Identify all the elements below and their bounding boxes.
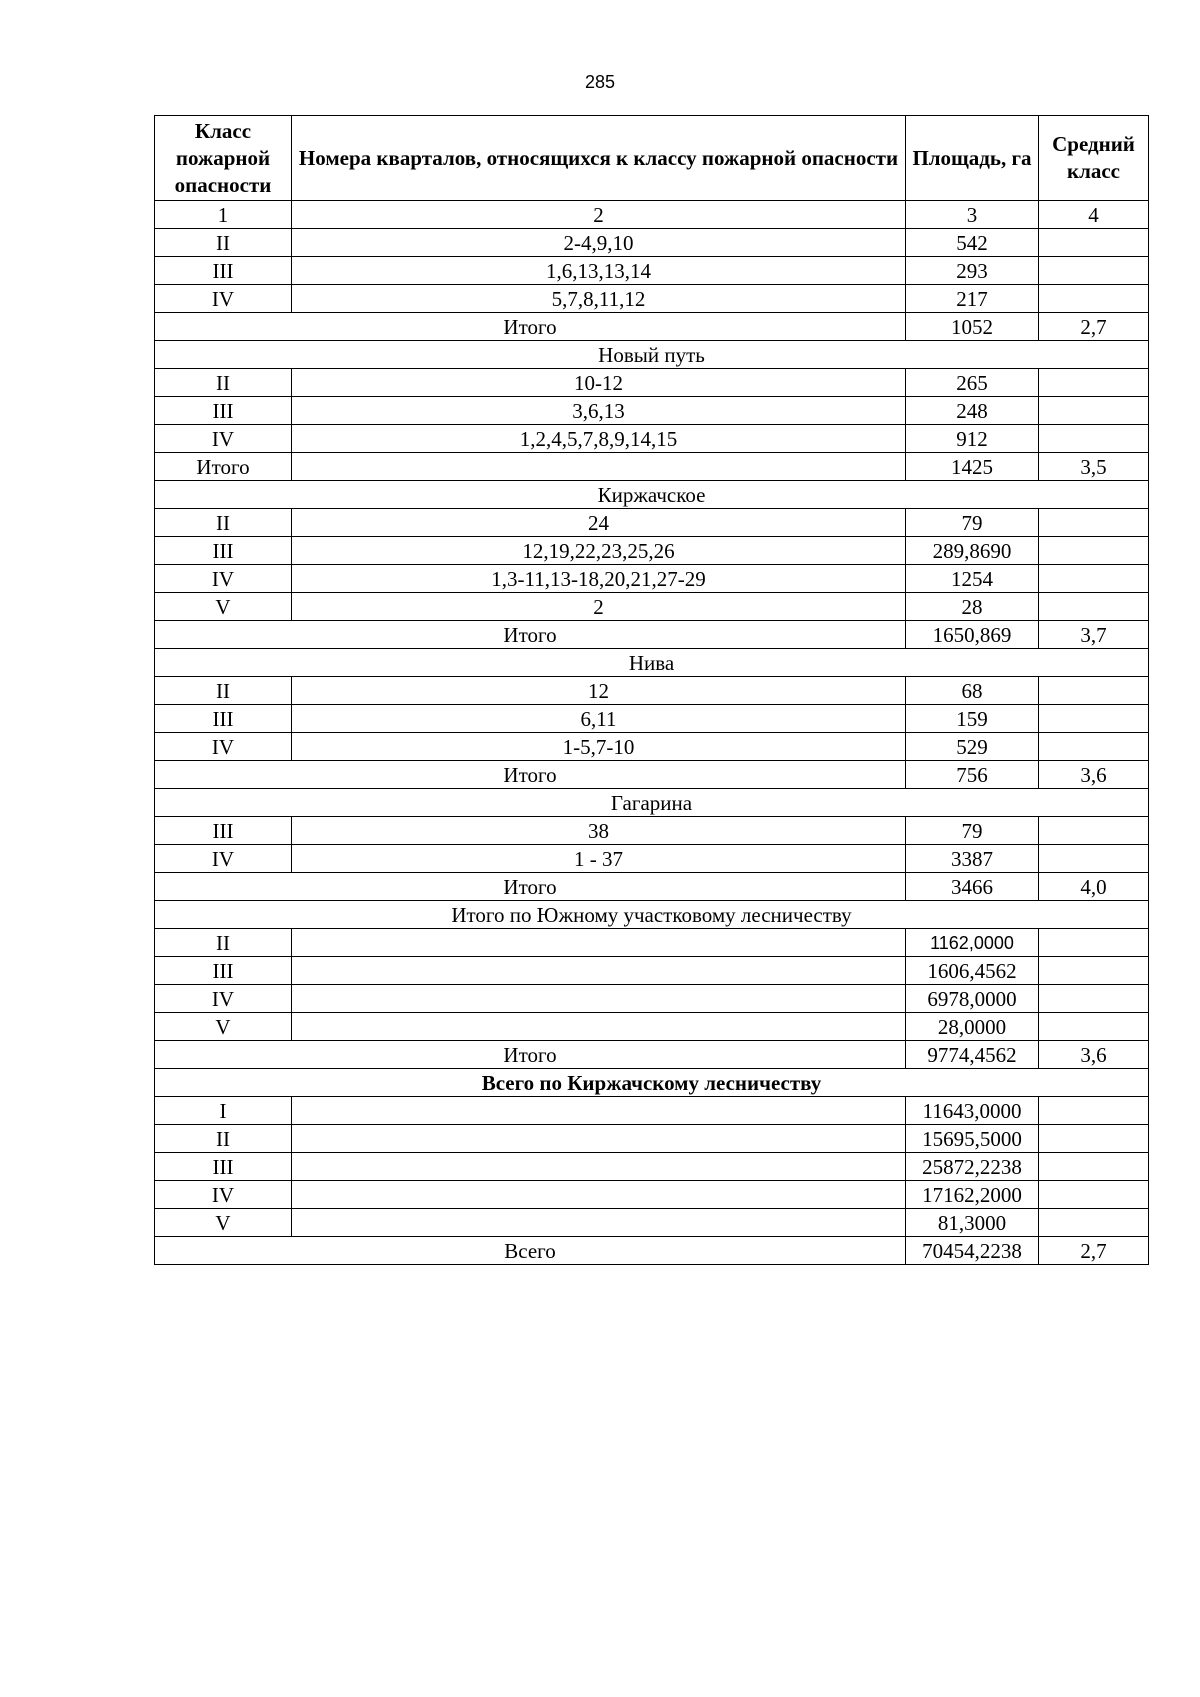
area-cell: 68 (906, 677, 1039, 705)
area-cell: 17162,2000 (906, 1181, 1039, 1209)
total-label: Итого (155, 621, 906, 649)
quarters-cell: 1 - 37 (292, 845, 906, 873)
total-average-class-cell: 4,0 (1039, 873, 1149, 901)
fire-class-cell: III (155, 705, 292, 733)
fire-class-cell: IV (155, 1181, 292, 1209)
header-average-class: Средний класс (1039, 116, 1149, 201)
average-class-cell (1039, 257, 1149, 285)
table-body (155, 201, 1149, 1265)
page-number: 285 (584, 72, 616, 92)
total-average-class-cell: 2,7 (1039, 313, 1149, 341)
fire-class-cell: III (155, 257, 292, 285)
area-cell: 1254 (906, 565, 1039, 593)
total-row (155, 1041, 1149, 1069)
quarters-cell: 3,6,13 (292, 397, 906, 425)
table-row (155, 1125, 1149, 1153)
fire-class-cell: II (155, 229, 292, 257)
area-cell: 248 (906, 397, 1039, 425)
quarters-cell: 1,2,4,5,7,8,9,14,15 (292, 425, 906, 453)
section-heading: Киржачское (155, 481, 1149, 509)
average-class-cell (1039, 1181, 1149, 1209)
total-row (155, 761, 1149, 789)
fire-danger-table (154, 115, 1149, 1265)
total-row (155, 1237, 1149, 1265)
section-heading-row (155, 481, 1149, 509)
column-number-row (155, 201, 1149, 229)
table-row (155, 1181, 1149, 1209)
quarters-cell (292, 1209, 906, 1237)
area-cell: 265 (906, 369, 1039, 397)
total-average-class-cell: 3,7 (1039, 621, 1149, 649)
quarters-cell: 1,3-11,13-18,20,21,27-29 (292, 565, 906, 593)
table-row (155, 705, 1149, 733)
area-cell: 79 (906, 817, 1039, 845)
area-cell: 912 (906, 425, 1039, 453)
fire-class-cell: IV (155, 565, 292, 593)
total-area-cell: 1052 (906, 313, 1039, 341)
total-label: Всего (155, 1237, 906, 1265)
average-class-cell (1039, 1153, 1149, 1181)
area-cell: 6978,0000 (906, 985, 1039, 1013)
area-cell: 81,3000 (906, 1209, 1039, 1237)
fire-class-cell: III (155, 537, 292, 565)
average-class-cell (1039, 509, 1149, 537)
table-row (155, 257, 1149, 285)
area-cell: 217 (906, 285, 1039, 313)
section-heading: Итого по Южному участковому лесничеству (155, 901, 1149, 929)
quarters-cell: 10-12 (292, 369, 906, 397)
quarters-cell: 1,6,13,13,14 (292, 257, 906, 285)
table-row (155, 1097, 1149, 1125)
average-class-cell (1039, 845, 1149, 873)
table-row (155, 425, 1149, 453)
quarters-cell: 6,11 (292, 705, 906, 733)
table-row (155, 285, 1149, 313)
quarters-cell: 2 (292, 593, 906, 621)
average-class-cell (1039, 1013, 1149, 1041)
area-cell: 28 (906, 593, 1039, 621)
table-header-row (155, 116, 1149, 201)
area-cell: 542 (906, 229, 1039, 257)
total-area-cell: 9774,4562 (906, 1041, 1039, 1069)
total-average-class-cell: 2,7 (1039, 1237, 1149, 1265)
total-label: Итого (155, 873, 906, 901)
header-area: Площадь, га (906, 116, 1039, 201)
table-row (155, 229, 1149, 257)
quarters-cell: 5,7,8,11,12 (292, 285, 906, 313)
fire-class-cell: III (155, 817, 292, 845)
average-class-cell (1039, 929, 1149, 957)
column-number: 2 (292, 201, 906, 229)
average-class-cell (1039, 369, 1149, 397)
section-heading-row (155, 341, 1149, 369)
fire-class-cell: IV (155, 733, 292, 761)
fire-class-cell: II (155, 509, 292, 537)
table-row (155, 733, 1149, 761)
section-heading: Всего по Киржачскому лесничеству (155, 1069, 1149, 1097)
table-row (155, 929, 1149, 957)
quarters-cell (292, 985, 906, 1013)
table-row (155, 1013, 1149, 1041)
total-row (155, 873, 1149, 901)
table-row (155, 1209, 1149, 1237)
table-row (155, 677, 1149, 705)
total-average-class-cell: 3,6 (1039, 1041, 1149, 1069)
quarters-cell: 38 (292, 817, 906, 845)
section-heading-row (155, 901, 1149, 929)
total-row (155, 621, 1149, 649)
column-number: 4 (1039, 201, 1149, 229)
table-row (155, 565, 1149, 593)
area-cell: 15695,5000 (906, 1125, 1039, 1153)
header-quarters: Номера кварталов, относящихся к классу пожарной опасности (292, 116, 906, 201)
quarters-cell: 12 (292, 677, 906, 705)
area-cell: 159 (906, 705, 1039, 733)
total-row (155, 453, 1149, 481)
column-number: 1 (155, 201, 292, 229)
total-row (155, 313, 1149, 341)
area-cell: 25872,2238 (906, 1153, 1039, 1181)
total-label: Итого (155, 453, 292, 481)
quarters-cell (292, 929, 906, 957)
fire-class-cell: III (155, 1153, 292, 1181)
table-row (155, 845, 1149, 873)
average-class-cell (1039, 593, 1149, 621)
section-heading: Нива (155, 649, 1149, 677)
fire-class-cell: II (155, 369, 292, 397)
fire-class-cell: II (155, 929, 292, 957)
header-fire-class: Класс пожарной опасности (155, 116, 292, 201)
fire-class-cell: V (155, 1013, 292, 1041)
empty-cell (292, 453, 906, 481)
area-cell: 529 (906, 733, 1039, 761)
total-label: Итого (155, 761, 906, 789)
table-row (155, 369, 1149, 397)
quarters-cell (292, 1125, 906, 1153)
area-cell: 11643,0000 (906, 1097, 1039, 1125)
quarters-cell (292, 1097, 906, 1125)
table-row (155, 817, 1149, 845)
quarters-cell: 12,19,22,23,25,26 (292, 537, 906, 565)
table-row (155, 397, 1149, 425)
fire-class-cell: IV (155, 285, 292, 313)
table-row (155, 537, 1149, 565)
average-class-cell (1039, 1209, 1149, 1237)
average-class-cell (1039, 425, 1149, 453)
column-number: 3 (906, 201, 1039, 229)
table-row (155, 509, 1149, 537)
quarters-cell (292, 1181, 906, 1209)
area-cell: 1606,4562 (906, 957, 1039, 985)
table-row (155, 1153, 1149, 1181)
average-class-cell (1039, 285, 1149, 313)
quarters-cell (292, 957, 906, 985)
area-cell: 3387 (906, 845, 1039, 873)
section-heading: Новый путь (155, 341, 1149, 369)
total-average-class-cell: 3,5 (1039, 453, 1149, 481)
fire-class-cell: V (155, 1209, 292, 1237)
quarters-cell: 1-5,7-10 (292, 733, 906, 761)
average-class-cell (1039, 537, 1149, 565)
average-class-cell (1039, 565, 1149, 593)
average-class-cell (1039, 705, 1149, 733)
fire-class-cell: II (155, 1125, 292, 1153)
table-row (155, 593, 1149, 621)
quarters-cell (292, 1153, 906, 1181)
fire-class-cell: IV (155, 845, 292, 873)
fire-class-cell: II (155, 677, 292, 705)
area-cell: 28,0000 (906, 1013, 1039, 1041)
area-cell: 289,8690 (906, 537, 1039, 565)
quarters-cell: 24 (292, 509, 906, 537)
fire-class-cell: III (155, 397, 292, 425)
section-heading-row (155, 649, 1149, 677)
section-heading-row (155, 1069, 1149, 1097)
table-row (155, 957, 1149, 985)
total-label: Итого (155, 313, 906, 341)
section-heading-row (155, 789, 1149, 817)
average-class-cell (1039, 985, 1149, 1013)
total-area-cell: 3466 (906, 873, 1039, 901)
quarters-cell: 2-4,9,10 (292, 229, 906, 257)
total-label: Итого (155, 1041, 906, 1069)
average-class-cell (1039, 817, 1149, 845)
quarters-cell (292, 1013, 906, 1041)
average-class-cell (1039, 733, 1149, 761)
total-area-cell: 1650,869 (906, 621, 1039, 649)
fire-class-cell: IV (155, 985, 292, 1013)
area-cell: 79 (906, 509, 1039, 537)
total-area-cell: 70454,2238 (906, 1237, 1039, 1265)
table-row (155, 985, 1149, 1013)
area-cell: 293 (906, 257, 1039, 285)
total-area-cell: 756 (906, 761, 1039, 789)
total-average-class-cell: 3,6 (1039, 761, 1149, 789)
average-class-cell (1039, 229, 1149, 257)
average-class-cell (1039, 1097, 1149, 1125)
section-heading: Гагарина (155, 789, 1149, 817)
fire-class-cell: III (155, 957, 292, 985)
average-class-cell (1039, 1125, 1149, 1153)
total-area-cell: 1425 (906, 453, 1039, 481)
average-class-cell (1039, 397, 1149, 425)
area-cell: 1162,0000 (906, 929, 1039, 957)
average-class-cell (1039, 677, 1149, 705)
average-class-cell (1039, 957, 1149, 985)
fire-class-cell: V (155, 593, 292, 621)
fire-class-cell: I (155, 1097, 292, 1125)
fire-class-cell: IV (155, 425, 292, 453)
